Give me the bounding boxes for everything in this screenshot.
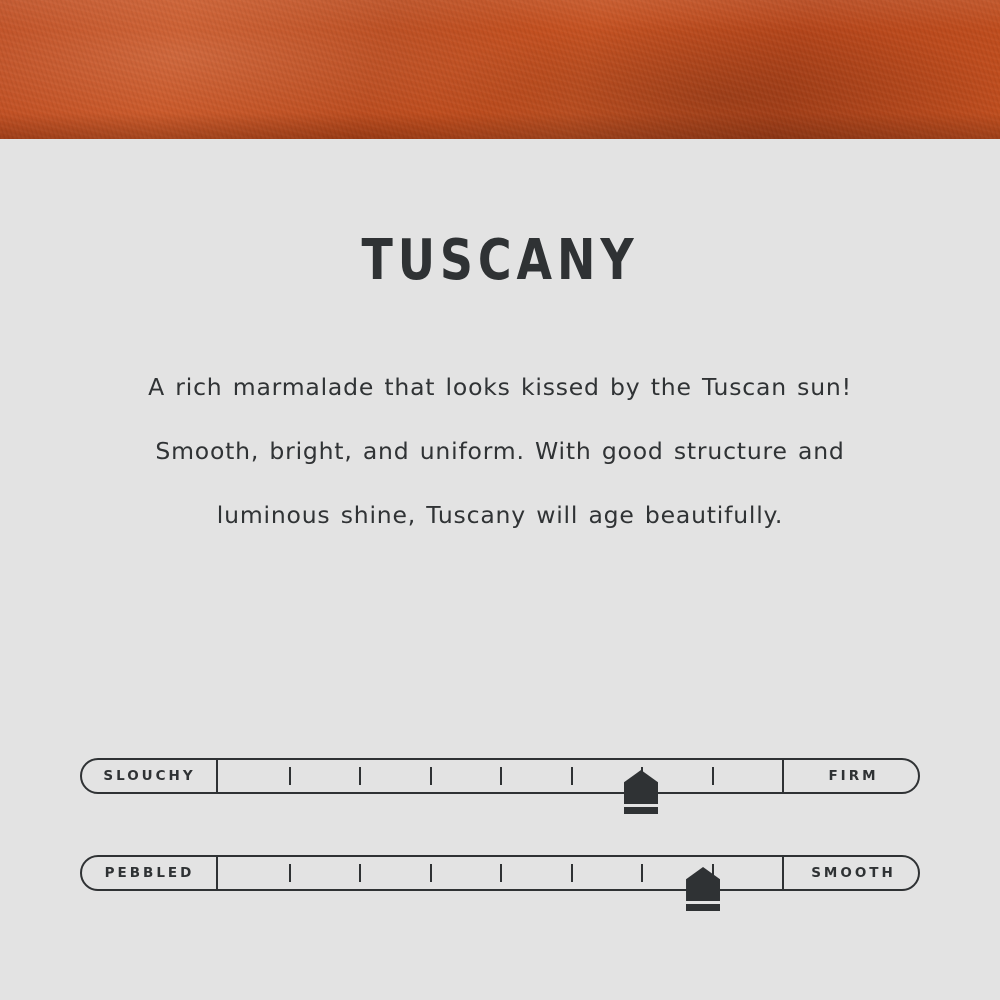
description-line-2: Smooth, bright, and uniform. With good structure and <box>155 437 845 465</box>
description-line-3: luminous shine, Tuscany will age beautifully. <box>216 501 784 529</box>
scale-texture-right-label: SMOOTH <box>782 855 920 891</box>
product-description <box>110 355 890 547</box>
scale-firmness-marker <box>624 770 658 814</box>
marker-head-icon <box>686 867 720 901</box>
scale-texture <box>80 855 920 891</box>
marker-head-icon <box>624 770 658 804</box>
scale-texture-marker <box>686 867 720 911</box>
scale-tick <box>289 767 291 785</box>
page-title: TUSCANY <box>361 228 639 293</box>
scale-firmness <box>80 758 920 794</box>
scale-firmness-right-label: FIRM <box>782 758 920 794</box>
scale-tick <box>571 864 573 882</box>
scale-tick <box>359 767 361 785</box>
scale-tick <box>712 767 714 785</box>
scale-texture-left-label: PEBBLED <box>80 855 218 891</box>
leather-texture-band <box>0 0 1000 139</box>
marker-base-icon <box>624 807 658 814</box>
description-line-1: A rich marmalade that looks kissed by the Tuscan sun! <box>148 373 852 401</box>
band-shadow <box>0 113 1000 139</box>
band-highlight <box>0 0 1000 30</box>
scale-tick <box>359 864 361 882</box>
scale-tick <box>430 767 432 785</box>
marker-base-icon <box>686 904 720 911</box>
scale-firmness-left-label: SLOUCHY <box>80 758 218 794</box>
scale-tick <box>641 864 643 882</box>
scale-tick <box>289 864 291 882</box>
scale-tick <box>430 864 432 882</box>
scale-tick <box>571 767 573 785</box>
scale-tick <box>500 767 502 785</box>
scale-tick <box>500 864 502 882</box>
scale-firmness-ticks <box>218 758 782 794</box>
